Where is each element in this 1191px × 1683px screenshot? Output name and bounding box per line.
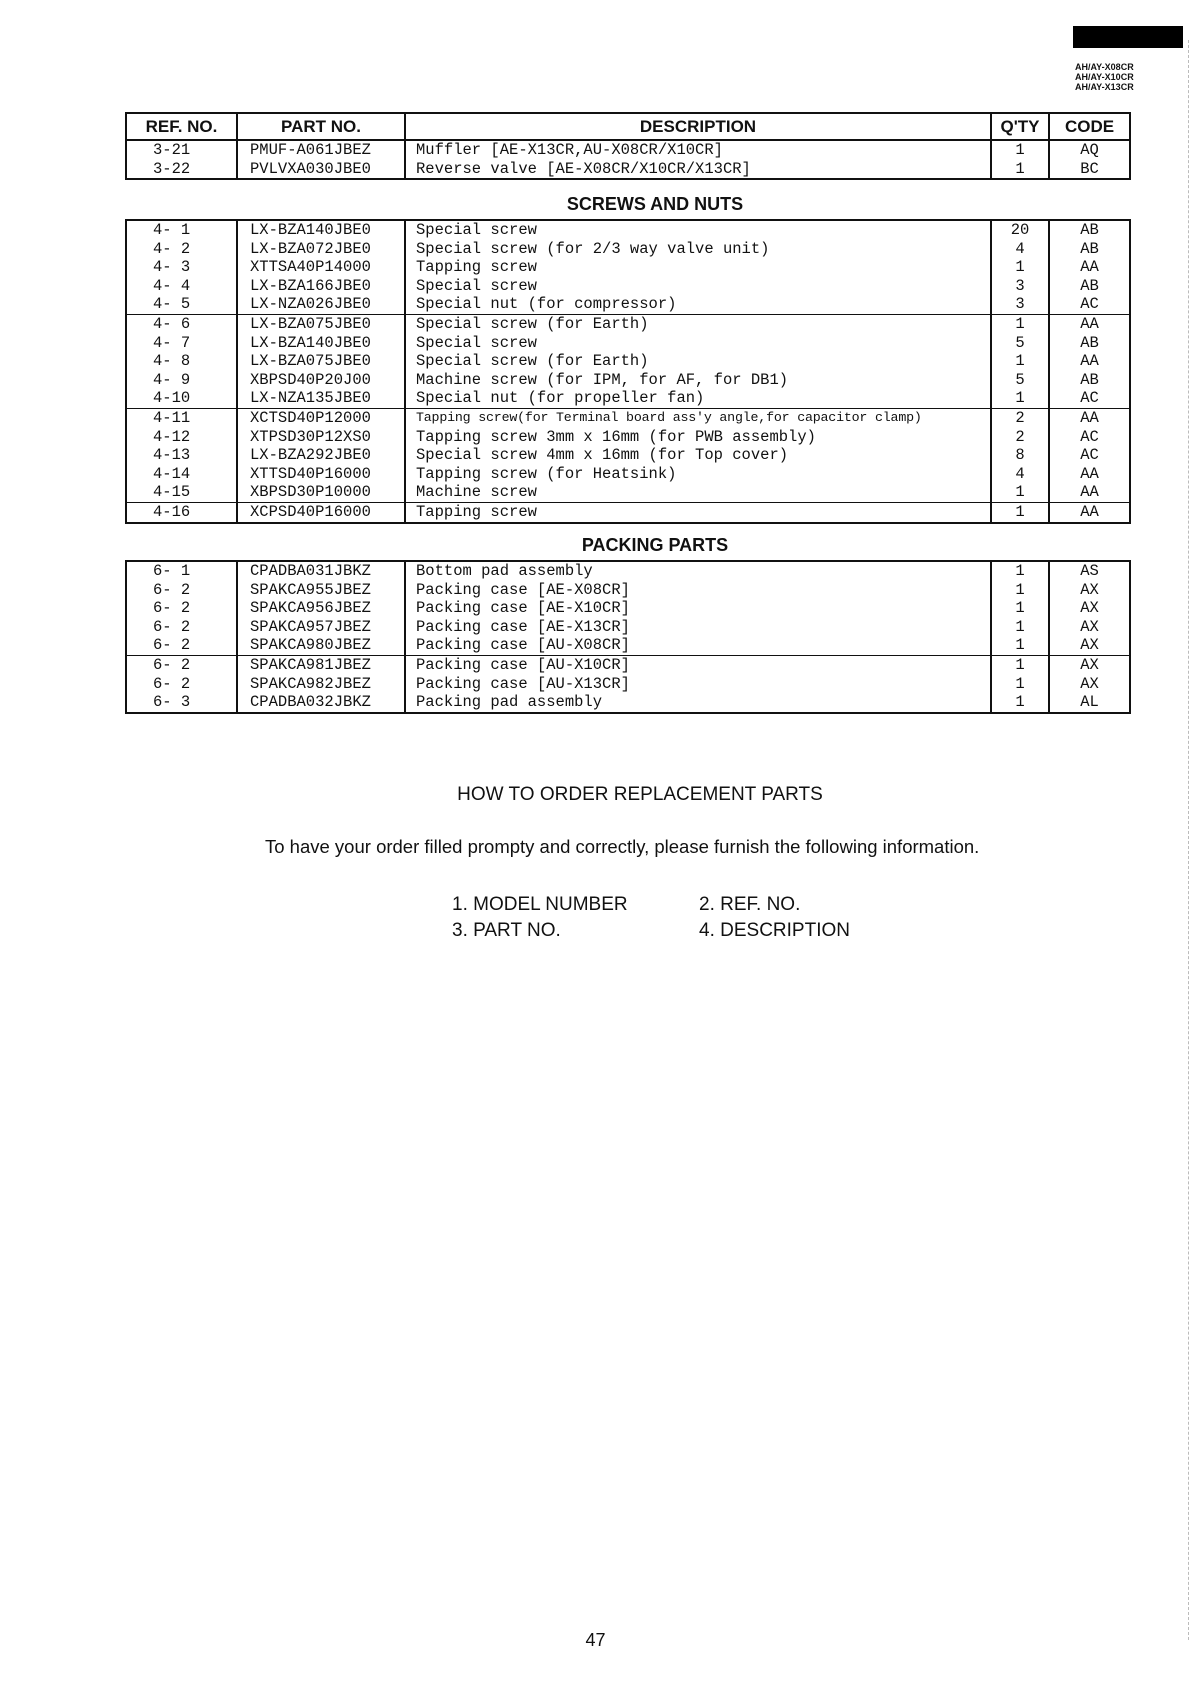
description-cell: Machine screw (for IPM, for AF, for DB1) [405,371,991,390]
qty-cell: 1 [991,636,1049,655]
ref-no-cell: 4- 9 [126,371,237,390]
header-ref-no: REF. NO. [126,113,237,140]
table-row [126,675,1130,694]
code-cell: AB [1049,334,1130,353]
order-item-part-no: 3. PART NO. [452,920,561,941]
table-row [126,618,1130,637]
table-row [126,295,1130,314]
description-cell: Machine screw [405,483,991,502]
part-no-cell: XBPSD30P10000 [237,483,405,502]
code-cell: AX [1049,655,1130,674]
ref-no-cell: 4-14 [126,465,237,484]
description-cell: Special nut (for compressor) [405,295,991,314]
code-cell: AL [1049,693,1130,713]
code-cell: AC [1049,428,1130,447]
qty-cell: 1 [991,618,1049,637]
part-no-cell: XTTSA40P14000 [237,258,405,277]
part-no-cell: SPAKCA980JBEZ [237,636,405,655]
ref-no-cell: 3-21 [126,140,237,160]
description-cell: Tapping screw (for Heatsink) [405,465,991,484]
ref-no-cell: 4- 8 [126,352,237,371]
qty-cell: 1 [991,314,1049,333]
top-rows [126,140,1130,179]
order-item-description: 4. DESCRIPTION [699,920,850,941]
code-cell: AB [1049,240,1130,259]
table-row [126,483,1130,502]
ref-no-cell: 6- 2 [126,581,237,600]
table-row [126,240,1130,259]
table-row [126,140,1130,160]
ref-no-cell: 6- 2 [126,636,237,655]
ref-no-cell: 4-13 [126,446,237,465]
part-no-cell: SPAKCA956JBEZ [237,599,405,618]
code-cell: AX [1049,618,1130,637]
description-cell: Special screw [405,220,991,240]
part-no-cell: XBPSD40P20J00 [237,371,405,390]
table-row [126,408,1130,427]
corner-black-tab [1073,26,1183,48]
page-edge-line [1188,40,1190,1640]
code-cell: AA [1049,258,1130,277]
description-cell: Muffler [AE-X13CR,AU-X08CR/X10CR] [405,140,991,160]
section-title-screws: SCREWS AND NUTS [566,194,744,214]
header-code: CODE [1049,113,1130,140]
ref-no-cell: 4- 2 [126,240,237,259]
table-row [126,277,1130,296]
qty-cell: 4 [991,240,1049,259]
code-cell: AA [1049,352,1130,371]
part-no-cell: LX-BZA075JBE0 [237,352,405,371]
qty-cell: 4 [991,465,1049,484]
description-cell: Special screw (for 2/3 way valve unit) [405,240,991,259]
code-cell: BC [1049,160,1130,180]
parts-table-top [125,112,1131,180]
code-cell: AA [1049,502,1130,522]
header-description: DESCRIPTION [405,113,991,140]
ref-no-cell: 6- 3 [126,693,237,713]
description-cell: Reverse valve [AE-X08CR/X10CR/X13CR] [405,160,991,180]
part-no-cell: XTPSD30P12XS0 [237,428,405,447]
table-row [126,561,1130,581]
how-to-order-intro: To have your order filled prompty and correctly, please furnish the following information. [265,836,980,857]
ref-no-cell: 4- 5 [126,295,237,314]
part-no-cell: LX-BZA140JBE0 [237,220,405,240]
table-row [126,693,1130,713]
code-cell: AB [1049,371,1130,390]
ref-no-cell: 4- 6 [126,314,237,333]
description-cell: Tapping screw(for Terminal board ass'y angle,for capacitor clamp) [405,408,991,427]
section-title-packing: PACKING PARTS [581,535,729,555]
ref-no-cell: 4-16 [126,502,237,522]
part-no-cell: PVLVXA030JBE0 [237,160,405,180]
ref-no-cell: 4- 3 [126,258,237,277]
table-row [126,389,1130,408]
page-number: 47 [585,1630,606,1650]
qty-cell: 1 [991,389,1049,408]
qty-cell: 2 [991,428,1049,447]
part-no-cell: LX-BZA292JBE0 [237,446,405,465]
qty-cell: 1 [991,502,1049,522]
model-1: AH/AY-X08CR [1075,62,1134,72]
code-cell: AX [1049,599,1130,618]
qty-cell: 5 [991,371,1049,390]
model-list [1075,62,1134,92]
code-cell: AS [1049,561,1130,581]
part-no-cell: LX-BZA072JBE0 [237,240,405,259]
table-row [126,334,1130,353]
description-cell: Special screw [405,277,991,296]
code-cell: AX [1049,581,1130,600]
ref-no-cell: 4-12 [126,428,237,447]
code-cell: AC [1049,446,1130,465]
qty-cell: 20 [991,220,1049,240]
screws-rows [126,220,1130,523]
qty-cell: 1 [991,352,1049,371]
order-item-model-number: 1. MODEL NUMBER [452,894,628,915]
ref-no-cell: 6- 2 [126,655,237,674]
part-no-cell: XCTSD40P12000 [237,408,405,427]
part-no-cell: CPADBA031JBKZ [237,561,405,581]
table-header-row [126,113,1130,140]
code-cell: AX [1049,636,1130,655]
qty-cell: 1 [991,693,1049,713]
part-no-cell: SPAKCA957JBEZ [237,618,405,637]
table-row [126,655,1130,674]
code-cell: AA [1049,408,1130,427]
part-no-cell: CPADBA032JBKZ [237,693,405,713]
part-no-cell: XCPSD40P16000 [237,502,405,522]
table-row [126,220,1130,240]
part-no-cell: LX-BZA166JBE0 [237,277,405,296]
table-row [126,314,1130,333]
table-row [126,371,1130,390]
description-cell: Bottom pad assembly [405,561,991,581]
qty-cell: 5 [991,334,1049,353]
table-row [126,636,1130,655]
description-cell: Special screw (for Earth) [405,314,991,333]
qty-cell: 1 [991,483,1049,502]
description-cell: Packing case [AU-X08CR] [405,636,991,655]
part-no-cell: SPAKCA981JBEZ [237,655,405,674]
ref-no-cell: 4-11 [126,408,237,427]
qty-cell: 1 [991,655,1049,674]
part-no-cell: SPAKCA982JBEZ [237,675,405,694]
code-cell: AC [1049,389,1130,408]
header-qty: Q'TY [991,113,1049,140]
part-no-cell: LX-BZA140JBE0 [237,334,405,353]
table-row [126,352,1130,371]
table-row [126,465,1130,484]
qty-cell: 1 [991,258,1049,277]
part-no-cell: LX-NZA026JBE0 [237,295,405,314]
description-cell: Tapping screw 3mm x 16mm (for PWB assembly) [405,428,991,447]
table-row [126,258,1130,277]
how-to-order-title: HOW TO ORDER REPLACEMENT PARTS [457,784,823,805]
part-no-cell: XTTSD40P16000 [237,465,405,484]
qty-cell: 1 [991,581,1049,600]
ref-no-cell: 4-10 [126,389,237,408]
part-no-cell: LX-NZA135JBE0 [237,389,405,408]
table-row [126,599,1130,618]
qty-cell: 1 [991,160,1049,180]
packing-rows [126,561,1130,713]
description-cell: Special screw (for Earth) [405,352,991,371]
code-cell: AB [1049,277,1130,296]
description-cell: Tapping screw [405,258,991,277]
header-part-no: PART NO. [237,113,405,140]
parts-table-screws [125,219,1131,524]
model-2: AH/AY-X10CR [1075,72,1134,82]
code-cell: AB [1049,220,1130,240]
table-row [126,160,1130,180]
qty-cell: 2 [991,408,1049,427]
table-row [126,446,1130,465]
code-cell: AA [1049,483,1130,502]
ref-no-cell: 4- 4 [126,277,237,296]
qty-cell: 1 [991,140,1049,160]
qty-cell: 8 [991,446,1049,465]
qty-cell: 1 [991,675,1049,694]
code-cell: AA [1049,314,1130,333]
qty-cell: 3 [991,295,1049,314]
description-cell: Special nut (for propeller fan) [405,389,991,408]
part-no-cell: LX-BZA075JBE0 [237,314,405,333]
qty-cell: 1 [991,561,1049,581]
table-row [126,428,1130,447]
description-cell: Packing case [AU-X10CR] [405,655,991,674]
model-3: AH/AY-X13CR [1075,82,1134,92]
description-cell: Special screw [405,334,991,353]
description-cell: Special screw 4mm x 16mm (for Top cover) [405,446,991,465]
ref-no-cell: 6- 1 [126,561,237,581]
ref-no-cell: 6- 2 [126,599,237,618]
parts-table-packing [125,560,1131,714]
table-row [126,502,1130,522]
ref-no-cell: 4- 1 [126,220,237,240]
ref-no-cell: 3-22 [126,160,237,180]
description-cell: Packing case [AE-X08CR] [405,581,991,600]
description-cell: Packing case [AU-X13CR] [405,675,991,694]
ref-no-cell: 4-15 [126,483,237,502]
qty-cell: 3 [991,277,1049,296]
code-cell: AQ [1049,140,1130,160]
order-item-ref-no: 2. REF. NO. [699,894,801,915]
description-cell: Tapping screw [405,502,991,522]
ref-no-cell: 4- 7 [126,334,237,353]
description-cell: Packing case [AE-X10CR] [405,599,991,618]
description-cell: Packing case [AE-X13CR] [405,618,991,637]
table-row [126,581,1130,600]
code-cell: AX [1049,675,1130,694]
qty-cell: 1 [991,599,1049,618]
part-no-cell: SPAKCA955JBEZ [237,581,405,600]
part-no-cell: PMUF-A061JBEZ [237,140,405,160]
code-cell: AC [1049,295,1130,314]
code-cell: AA [1049,465,1130,484]
description-cell: Packing pad assembly [405,693,991,713]
ref-no-cell: 6- 2 [126,618,237,637]
ref-no-cell: 6- 2 [126,675,237,694]
